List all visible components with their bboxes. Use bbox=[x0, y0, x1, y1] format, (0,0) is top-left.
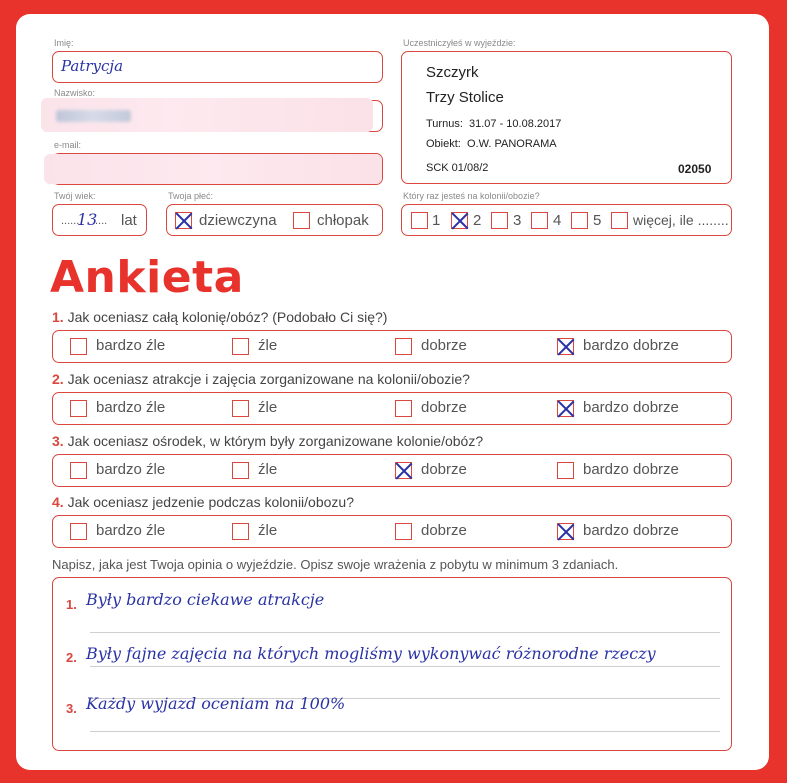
times-2-label: 2 bbox=[473, 212, 482, 229]
question-3-text: Jak oceniasz ośrodek, w którym były zorganizowane kolonie/obóz? bbox=[67, 433, 484, 449]
q1-option-2-checkbox[interactable] bbox=[232, 338, 249, 355]
trip-number: 02050 bbox=[678, 162, 712, 176]
q3-option-2-label: źle bbox=[258, 461, 278, 478]
q1-option-1-checkbox[interactable] bbox=[70, 338, 87, 355]
q3-option-4-label: bardzo dobrze bbox=[583, 461, 679, 478]
question-2 bbox=[52, 371, 470, 387]
q1-option-2-label: źle bbox=[258, 337, 278, 354]
question-4 bbox=[52, 494, 354, 510]
q4-option-2-label: źle bbox=[258, 522, 278, 539]
trip-place: Szczyrk bbox=[426, 64, 479, 81]
opinion-prompt: Napisz, jaka jest Twoja opinia o wyjeździe. Opisz swoje wrażenia z pobytu w minimum 3 zdaniach. bbox=[52, 557, 619, 572]
times-5-checkbox[interactable] bbox=[571, 212, 588, 229]
q1-option-3-label: dobrze bbox=[421, 337, 467, 354]
gender-female-checkbox[interactable] bbox=[175, 212, 192, 229]
times-3-checkbox[interactable] bbox=[491, 212, 508, 229]
q3-option-3-checkbox[interactable] bbox=[395, 462, 412, 479]
email-redaction bbox=[44, 154, 382, 184]
times-4-label: 4 bbox=[553, 212, 562, 229]
times-more-label: więcej, ile ........ bbox=[633, 212, 729, 228]
q4-option-4-checkbox[interactable] bbox=[557, 523, 574, 540]
gender-male-label: chłopak bbox=[317, 212, 369, 229]
email-label: e-mail: bbox=[54, 140, 82, 150]
times-2-checkbox[interactable] bbox=[451, 212, 468, 229]
question-1-number: 1. bbox=[52, 309, 64, 325]
q2-option-1-checkbox[interactable] bbox=[70, 400, 87, 417]
opinion-line bbox=[90, 632, 720, 633]
trip-name: Trzy Stolice bbox=[426, 89, 504, 106]
surname-label: Nazwisko: bbox=[54, 88, 96, 98]
times-4-checkbox[interactable] bbox=[531, 212, 548, 229]
q4-option-4-label: bardzo dobrze bbox=[583, 522, 679, 539]
name-field[interactable] bbox=[52, 51, 383, 83]
opinion-2-text: Były fajne zajęcia na których mogliśmy wykonywać różnorodne rzeczy bbox=[86, 644, 656, 663]
age-dots-right: .... bbox=[95, 215, 108, 227]
q4-option-3-label: dobrze bbox=[421, 522, 467, 539]
q4-option-3-checkbox[interactable] bbox=[395, 523, 412, 540]
trip-code: SCK 01/08/2 bbox=[426, 162, 489, 174]
survey-title: Ankieta bbox=[50, 252, 244, 303]
age-dots-left: ...... bbox=[61, 215, 80, 227]
times-1-label: 1 bbox=[432, 212, 441, 229]
q2-option-2-label: źle bbox=[258, 399, 278, 416]
question-1 bbox=[52, 309, 387, 325]
q1-option-1-label: bardzo źle bbox=[96, 337, 166, 354]
q2-option-4-checkbox[interactable] bbox=[557, 400, 574, 417]
trip-obiekt: Obiekt: O.W. PANORAMA bbox=[426, 138, 557, 150]
q2-option-3-label: dobrze bbox=[421, 399, 467, 416]
age-unit: lat bbox=[121, 212, 137, 229]
gender-female-label: dziewczyna bbox=[199, 212, 277, 229]
age-field[interactable] bbox=[52, 204, 147, 236]
question-3-number: 3. bbox=[52, 433, 64, 449]
q3-option-3-label: dobrze bbox=[421, 461, 467, 478]
q4-option-1-checkbox[interactable] bbox=[70, 523, 87, 540]
times-3-label: 3 bbox=[513, 212, 522, 229]
q2-option-3-checkbox[interactable] bbox=[395, 400, 412, 417]
q3-option-1-label: bardzo źle bbox=[96, 461, 166, 478]
name-value: Patrycja bbox=[61, 57, 124, 75]
question-3 bbox=[52, 433, 483, 449]
opinion-1-number: 1. bbox=[66, 597, 77, 612]
question-4-number: 4. bbox=[52, 494, 64, 510]
trip-turnus: Turnus: 31.07 - 10.08.2017 bbox=[426, 118, 562, 130]
q4-option-2-checkbox[interactable] bbox=[232, 523, 249, 540]
q2-option-1-label: bardzo źle bbox=[96, 399, 166, 416]
question-2-number: 2. bbox=[52, 371, 64, 387]
q1-option-4-label: bardzo dobrze bbox=[583, 337, 679, 354]
opinion-3-text: Każdy wyjazd oceniam na 100% bbox=[86, 694, 346, 713]
age-value: 13 bbox=[77, 210, 98, 229]
opinion-2-number: 2. bbox=[66, 650, 77, 665]
trip-label: Uczestniczyłeś w wyjeździe: bbox=[403, 38, 516, 48]
question-1-text: Jak oceniasz całą kolonię/obóz? (Podobało Ci się?) bbox=[67, 309, 388, 325]
q4-option-1-label: bardzo źle bbox=[96, 522, 166, 539]
opinion-3-number: 3. bbox=[66, 701, 77, 716]
q3-option-1-checkbox[interactable] bbox=[70, 462, 87, 479]
question-2-text: Jak oceniasz atrakcje i zajęcia zorganizowane na kolonii/obozie? bbox=[67, 371, 470, 387]
gender-label: Twoja płeć: bbox=[168, 191, 214, 201]
q2-option-4-label: bardzo dobrze bbox=[583, 399, 679, 416]
times-more-checkbox[interactable] bbox=[611, 212, 628, 229]
age-label: Twój wiek: bbox=[54, 191, 96, 201]
times-5-label: 5 bbox=[593, 212, 602, 229]
times-label: Który raz jesteś na kolonii/obozie? bbox=[403, 191, 540, 201]
times-1-checkbox[interactable] bbox=[411, 212, 428, 229]
q1-option-3-checkbox[interactable] bbox=[395, 338, 412, 355]
opinion-1-text: Były bardzo ciekawe atrakcje bbox=[86, 590, 325, 609]
q3-option-4-checkbox[interactable] bbox=[557, 462, 574, 479]
name-label: Imię: bbox=[54, 38, 74, 48]
surname-blurred-text bbox=[56, 110, 131, 122]
q1-option-4-checkbox[interactable] bbox=[557, 338, 574, 355]
q2-option-2-checkbox[interactable] bbox=[232, 400, 249, 417]
gender-male-checkbox[interactable] bbox=[293, 212, 310, 229]
q3-option-2-checkbox[interactable] bbox=[232, 462, 249, 479]
question-4-text: Jak oceniasz jedzenie podczas kolonii/obozu? bbox=[67, 494, 354, 510]
opinion-line bbox=[90, 731, 720, 732]
